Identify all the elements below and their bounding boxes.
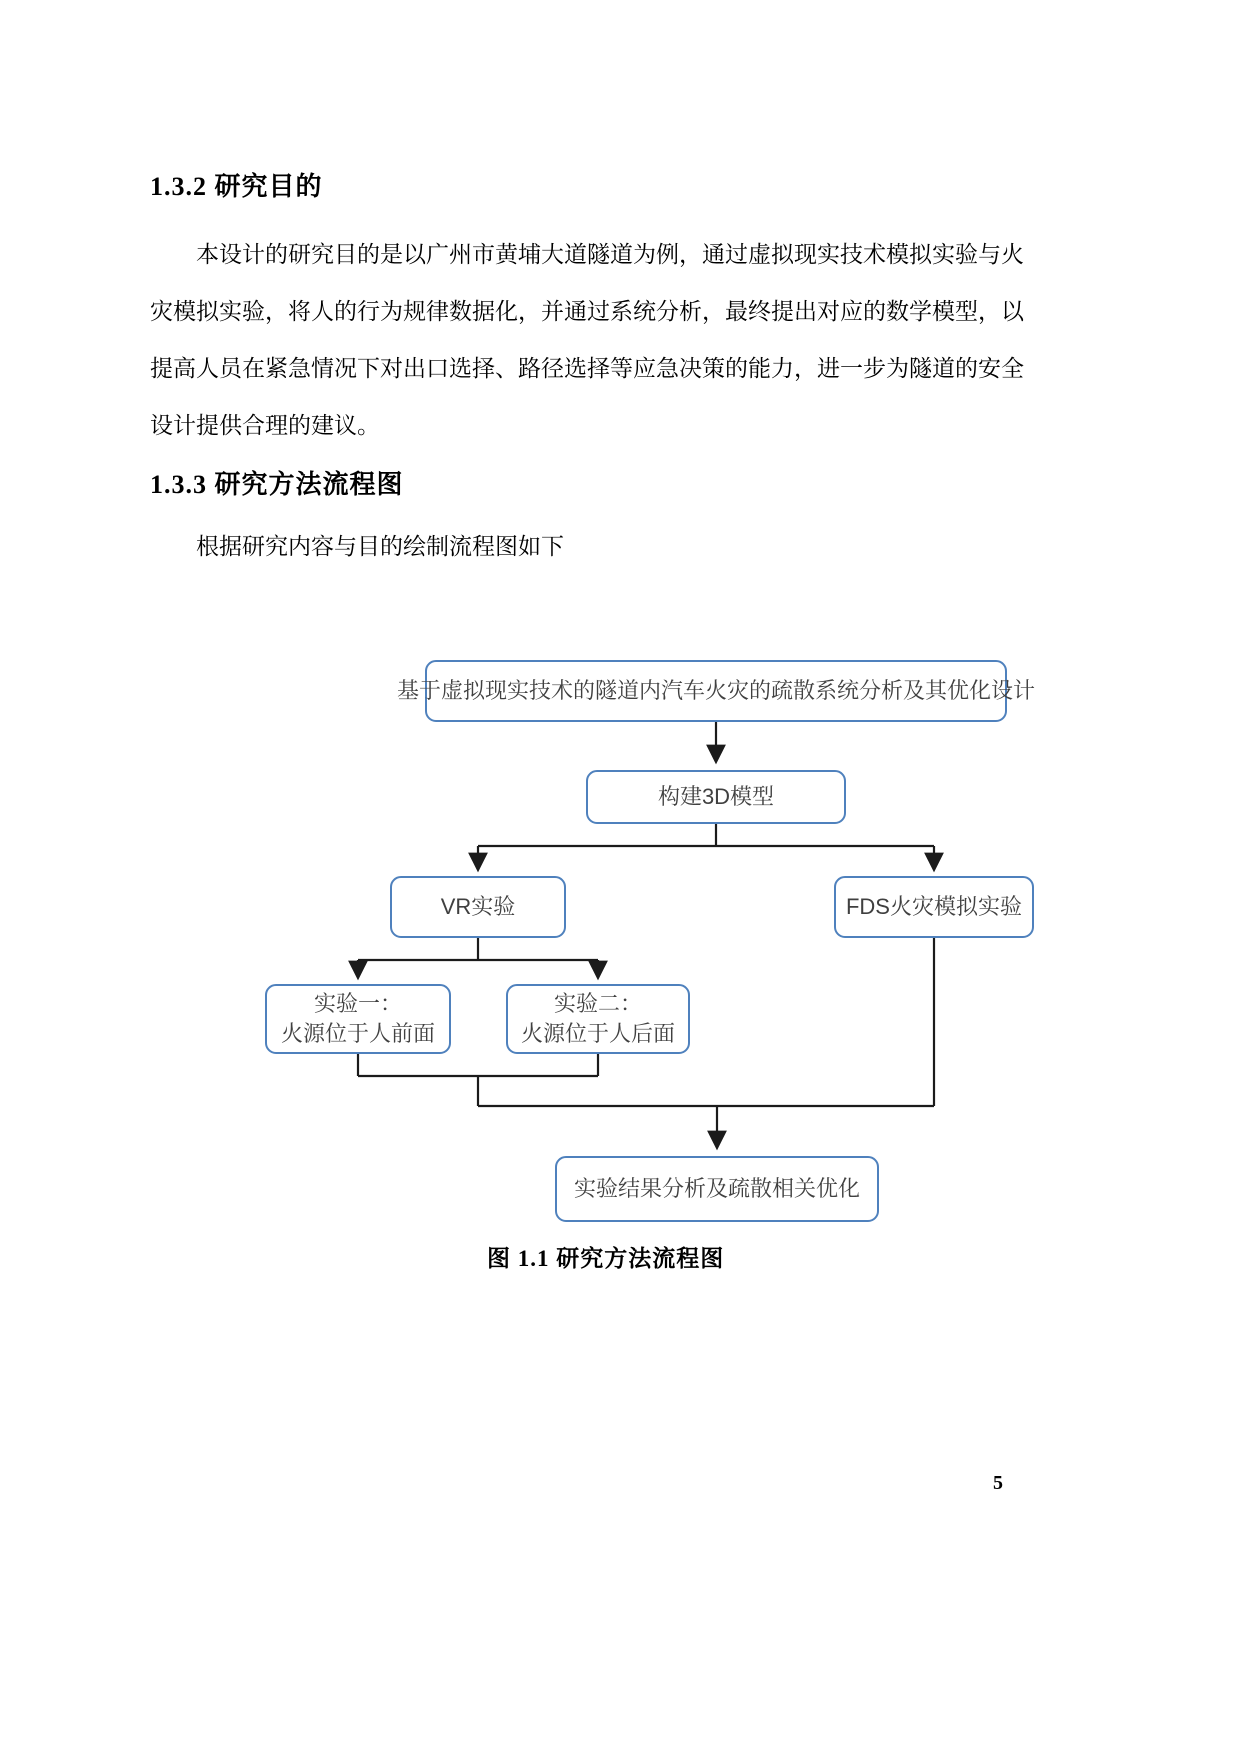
- flowchart-node-result-analysis: [555, 1156, 879, 1222]
- flowchart-node-result-analysis-label: 实验结果分析及疏散相关优化: [573, 1176, 860, 1202]
- flowchart-node-experiment-1-desc: 火源位于人前面: [280, 1021, 435, 1046]
- research-purpose-paragraph: 本设计的研究目的是以广州市黄埔大道隧道为例，通过虚拟现实技术模拟实验与火灾模拟实验，将人的行为规律数据化，并通过系统分析，最终提出对应的数学模型，以提高人员在紧急情况下对出口选择、路径选择等应急决策的能力，进一步为隧道的安全设计提供合理的建议。: [150, 242, 1024, 438]
- flowchart-node-build-3d-model-label: 构建3D模型: [657, 784, 775, 810]
- section-heading-1-3-2: 1.3.2 研究目的: [150, 172, 323, 201]
- flowchart-node-experiment-1-title: 实验一：: [313, 991, 402, 1017]
- flowchart-node-fds-simulation: [834, 876, 1034, 938]
- section-heading-1-3-3: 1.3.3 研究方法流程图: [150, 470, 404, 499]
- flowchart-node-build-3d-model: [586, 770, 846, 824]
- flowchart-node-experiment-2: [506, 984, 690, 1054]
- flowchart-lead-sentence: 根据研究内容与目的绘制流程图如下: [196, 534, 564, 559]
- flowchart-node-main-label: 基于虚拟现实技术的隧道内汽车火灾的疏散系统分析及其优化设计: [397, 678, 1036, 704]
- figure-caption: 图 1.1 研究方法流程图: [487, 1246, 725, 1271]
- flowchart-node-experiment-2-desc: 火源位于人后面: [520, 1021, 675, 1046]
- flowchart-node-fds-simulation-label: FDS火灾模拟实验: [845, 894, 1022, 920]
- flowchart-node-experiment-2-title: 实验二：: [553, 991, 642, 1017]
- page-number: 5: [993, 1472, 1003, 1494]
- flowchart-node-main: [397, 660, 1036, 722]
- flowchart-node-experiment-1: [265, 984, 451, 1054]
- flowchart-node-vr-experiment: [390, 876, 566, 938]
- flowchart-node-vr-experiment-label: VR实验: [440, 894, 516, 920]
